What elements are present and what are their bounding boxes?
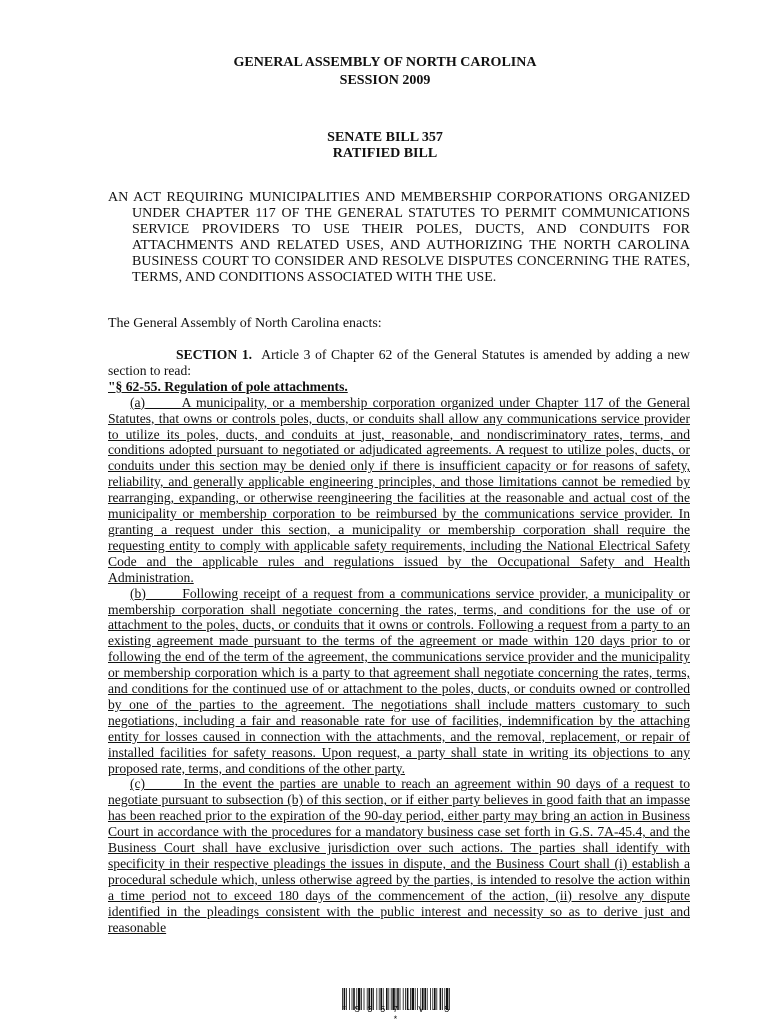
enacting-clause: The General Assembly of North Carolina enacts:: [108, 316, 382, 331]
subsection-c: [108, 776, 690, 935]
section-1-text: Article 3 of Chapter 62 of the General Statutes is amended by adding a new section to read:: [108, 347, 691, 378]
assembly-heading: GENERAL ASSEMBLY OF NORTH CAROLINA: [233, 55, 537, 70]
subsection-a: [108, 395, 690, 586]
bill-status-heading: RATIFIED BILL: [332, 146, 438, 161]
section-1-paragraph: [108, 347, 690, 379]
session-heading: SESSION 2009: [339, 73, 431, 88]
subsection-c-label: (c): [130, 776, 146, 792]
bill-body: [108, 347, 690, 936]
subsection-b-text: Following receipt of a request from a communications service provider, a municipality or membership corporation shall negotiate concerning the rates, terms, and conditions for the use of or attachment to the poles, ducts, or conduits that it owns or controls. Following a request from a party to an existing agreement made pursuant to the terms of the agreement or made within 120 days prior to or following the end of the term of the agreement, the communications service provider and the municipality or membership corporation which is a party to that agreement shall negotiate concerning the rates, terms, and conditions for the continued use of or attachment to the poles, ducts, or conduits owned or controlled by one of the parties to the agreement. The negotiations shall include matters customary to such negotiations, including a fair and reasonable rate for use of facilities, indemnification by the attaching entity for losses caused in connection with the attachments, and the removal, replacement, or repair of installed facilities for safety reasons. Upon request, a party shall state in writing its objections to any proposed rate, terms, and conditions of the other party.: [108, 585, 691, 776]
act-title: AN ACT REQUIRING MUNICIPALITIES AND MEMBERSHIP CORPORATIONS ORGANIZED UNDER CHAPTER 117 OF THE GENERAL STATUTES TO PERMIT COMMUNICATIONS SERVICE PROVIDERS TO USE THEIR POLES, DUCTS, AND CONDUITS FOR ATTACHMENTS AND RELATED USES, AND AUTHORIZING THE NORTH CAROLINA BUSINESS COURT TO CONSIDER AND RESOLVE DISPUTES CONCERNING THE RATES, TERMS, AND CONDITIONS ASSOCIATED WITH THE USE.: [108, 190, 690, 285]
subsection-b: [108, 586, 690, 777]
subsection-a-text: A municipality, or a membership corporation organized under Chapter 117 of the General Statutes, that owns or controls poles, ducts, or conduits shall allow any communications service provider to utilize its poles, ducts, and conduits at just, reasonable, and nondiscriminatory rates, terms, and conditions adopted pursuant to negotiated or adjudicated agreements. A request to utilize poles, ducts, or conduits under this section may be denied only if there is insufficient capacity or for reasons of safety, reliability, and generally applicable engineering principles, and those limitations cannot be remedied by rearranging, expanding, or otherwise reengineering the facilities at the reasonable and actual cost of the municipality or membership corporation to be reimbursed by the communications service provider. In granting a request under this section, a municipality or membership corporation shall require the requesting entity to comply with applicable safety requirements, including the National Electrical Safety Code and the applicable rules and regulations issued by the Occupational Safety and Health Administration.: [108, 394, 690, 585]
subsection-b-label: (b): [130, 585, 146, 601]
subsection-c-text: In the event the parties are unable to reach an agreement within 90 days of a request to negotiate pursuant to subsection (b) of this section, or if either party believes in good faith that an impasse has been reached prior to the expiration of the 90-day period, either party may bring an action in Business Court in accordance with the procedures for a mandatory business case set forth in G.S. 7A-45.4, and the Business Court shall have exclusive jurisdiction over such actions. The parties shall identify with specificity in their respective pleadings the issues in dispute, and the Business Court shall (i) establish a procedural schedule which, unless otherwise agreed by the parties, is intended to resolve the action within a time period not to exceed 180 days of the commencement of the action, (ii) resolve any dispute identified in the pleadings consistent with the public interest and necessity so as to derive just and reasonable: [108, 776, 690, 935]
barcode-caption: * S 3 5 7 - V - 5 *: [341, 1005, 451, 1025]
section-1-label: SECTION 1.: [176, 347, 253, 362]
subsection-a-label: (a): [130, 394, 146, 410]
bill-number-heading: SENATE BILL 357: [327, 130, 443, 145]
statute-heading: "§ 62-55. Regulation of pole attachments.: [108, 378, 348, 394]
